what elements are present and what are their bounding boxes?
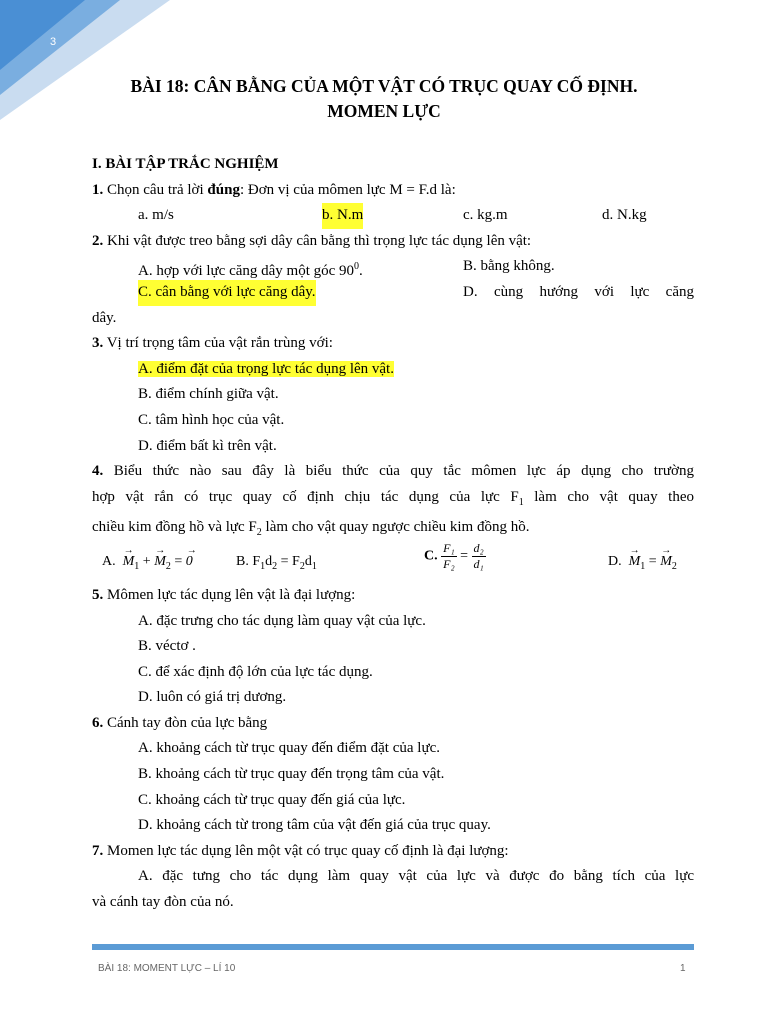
footer-page-number: 1 xyxy=(680,963,686,974)
option-b: B. điểm chính giữa vật. xyxy=(138,386,279,403)
option-b: B. véctơ . xyxy=(138,638,196,655)
question-number: 6. xyxy=(92,714,104,731)
page-title: BÀI 18: CÂN BẰNG CỦA MỘT VẬT CÓ TRỤC QUAY CỐ ĐỊNH. xyxy=(130,76,638,96)
option-d: D. điểm bất kì trên vật. xyxy=(138,437,277,454)
option-d: D. cùng hướng với lực căng xyxy=(463,283,694,300)
option-d: D. → $M_1$ = → $M_2$ xyxy=(608,549,677,579)
question-number: 4. xyxy=(92,463,104,480)
question-text: : Đơn vị của mômen lực M = F.d là: xyxy=(239,181,456,198)
option-c: c. kg.m xyxy=(463,207,508,224)
option-c: C. khoảng cách từ trục quay đến giá của lực. xyxy=(138,791,406,808)
question-number: 5. xyxy=(92,586,104,603)
option-c: C. để xác định độ lớn của lực tác dụng. xyxy=(138,663,373,680)
question-7 xyxy=(92,839,694,865)
question-number: 3. xyxy=(92,335,104,352)
option-d: D. khoảng cách từ trong tâm của vật đến giá của trục quay. xyxy=(138,817,491,834)
option-d: d. N.kg xyxy=(602,207,647,224)
question-4 xyxy=(92,459,694,485)
question-number: 1. xyxy=(92,181,104,198)
question-4-line3: chiều kim đồng hồ và lực $F_2$ làm cho vật quay ngược chiều kim đồng hồ. xyxy=(92,519,530,539)
q2-options-ab xyxy=(92,254,694,280)
option-a-continued: và cánh tay đòn của nó. xyxy=(92,894,234,911)
option-a: A. đặc tưng cho tác dụng làm quay vật của lực và được đo bằng tích của lực xyxy=(138,868,694,885)
document-body xyxy=(92,152,694,916)
option-a: A. đặc trưng cho tác dụng làm quay vật của lực. xyxy=(138,612,426,629)
q4-options xyxy=(92,541,694,583)
question-text: Khi vật được treo bằng sợi dây cân bằng thì trọng lực tác dụng lên vật: xyxy=(103,232,532,249)
footer-title: BÀI 18: MOMENT LỰC – LÍ 10 xyxy=(98,963,236,974)
option-b: B. bằng không. xyxy=(463,258,555,275)
question-number: 7. xyxy=(92,842,104,859)
option-d-continued: dây. xyxy=(92,309,117,326)
q2-options-cd xyxy=(92,280,694,306)
question-number: 2. xyxy=(92,232,104,249)
question-text: Cánh tay đòn của lực bằng xyxy=(103,714,268,731)
question-3 xyxy=(92,331,694,357)
question-text: Mômen lực tác dụng lên vật là đại lượng: xyxy=(103,586,356,603)
question-text: Biểu thức nào sau đây là biểu thức của quy tắc mômen lực áp dụng cho trường xyxy=(103,463,694,480)
footer-divider xyxy=(92,944,694,950)
question-6 xyxy=(92,711,694,737)
question-5 xyxy=(92,583,694,609)
question-1 xyxy=(92,178,694,204)
option-a: A. khoảng cách từ trục quay đến điểm đặt của lực. xyxy=(138,740,440,757)
page-subtitle: MOMEN LỰC xyxy=(327,101,441,121)
option-b: b. N.m xyxy=(322,203,363,229)
question-text: Vị trí trọng tâm của vật rắn trùng với: xyxy=(103,335,333,352)
header-page-number: 3 xyxy=(50,36,57,48)
section-heading: I. BÀI TẬP TRẮC NGHIỆM xyxy=(92,156,279,172)
option-b: B. $F_1d_2 = F_2d_1$ xyxy=(236,553,317,572)
option-b: B. khoảng cách từ trục quay đến trọng tâm của vật. xyxy=(138,766,445,783)
option-c: C. cân bằng với lực căng dây. xyxy=(138,280,316,306)
question-text: Chọn câu trả lời xyxy=(103,181,208,198)
q1-options xyxy=(92,203,694,229)
option-a: A. điểm đặt của trọng lực tác dụng lên vật. xyxy=(138,360,394,377)
option-a: A. → $M_1$ + → $M_2$ = → 0 xyxy=(102,549,193,579)
question-emphasis: đúng xyxy=(207,181,240,198)
question-4-line2: hợp vật rắn có trục quay cố định chịu tác dụng của lực $F_1$ làm cho vật quay theo xyxy=(92,488,694,508)
option-c: C. $\frac{\text{F₁}}{\text{F₂}}$ = $\frac{\text{d₂}}{\text{d₁}}$ xyxy=(424,540,484,571)
question-2 xyxy=(92,229,694,255)
question-text: Momen lực tác dụng lên một vật có trục quay cố định là đại lượng: xyxy=(103,842,509,859)
option-a: A. hợp với lực căng dây một góc $90^0$. xyxy=(138,261,363,280)
option-d: D. luôn có giá trị dương. xyxy=(138,689,287,706)
option-a: a. m/s xyxy=(138,207,174,224)
option-c: C. tâm hình học của vật. xyxy=(138,411,285,428)
